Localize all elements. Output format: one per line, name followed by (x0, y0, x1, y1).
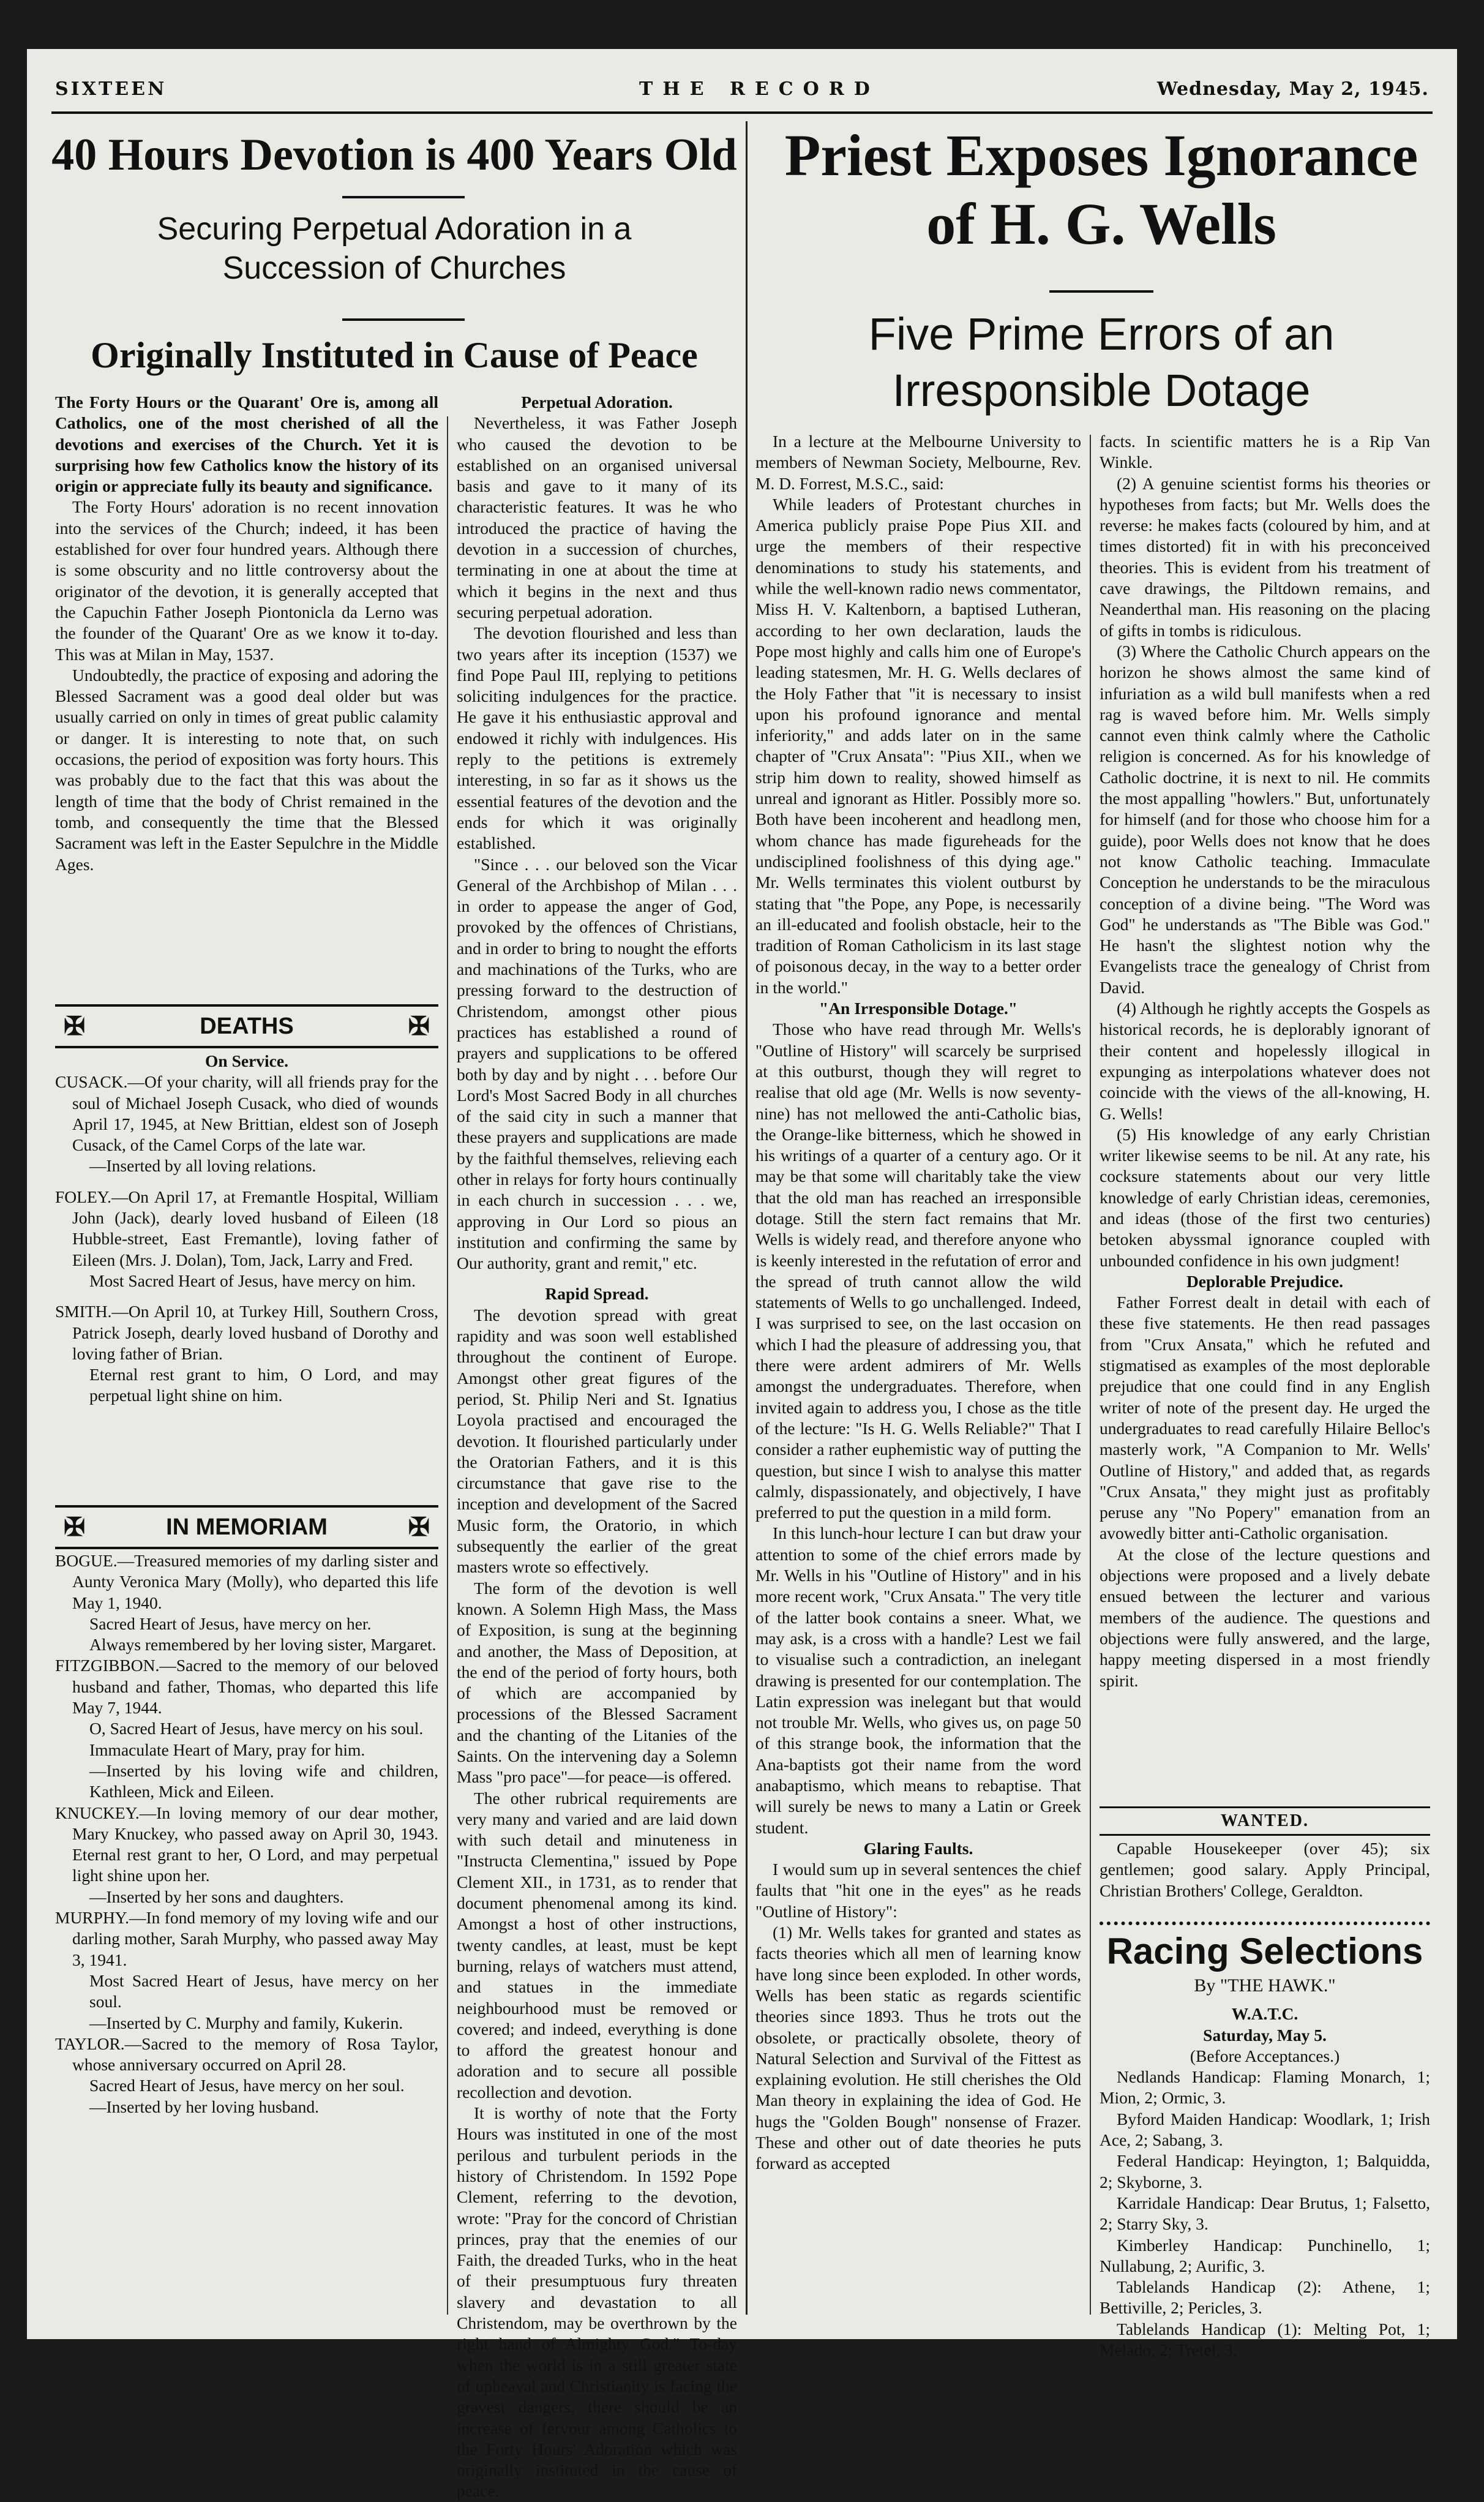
body-paragraph: Those who have read through Mr. Wells's "Outline of History" will scarcely be surprised at this outburst, though they will regret to realise that old age (Mr. Wells is now seventy-nine) has not mellowed the anti-Catholic bias, the Orange-like bitterness, which he showed in his writings of a quarter of a century ago. Or it may be that some will charitably take the view that the old man has reached an irresponsible dotage. Still the stern fact remains that Mr. Wells is widely read, and therefore anyone who is keenly interested in the refutation of error and the spread of truth cannot allow the wild statements of Wells to go unchallenged. Indeed, I was surprised to see, on the last occasion on which I had the pleasure of addressing you, that there were ardent admirers of Mr. Wells amongst the undergraduates. Therefore, when invited again to address you, I chose as the title of the lecture: "Is H. G. Wells Reliable?" That I consider a rather euphemistic way of putting the question, but since I wish to analyse this matter calmly, dispassionately, and objectively, I have preferred to put the question in a mild form. (755, 1020, 1081, 1522)
body-paragraph: "Since . . . our beloved son the Vicar General of the Archbishop of Milan . . . in order to appease the anger of God, provoked by the offences of Christians, and in order to bring to nought the efforts and machinations of the Turks, who are pressing forward to the destruction of Christendom, amongst other pious practices has established a round of prayers and supplications to be offered both by day and by night . . . before Our Lord's Most Sacred Body in all churches of the said city in such a manner that these prayers and supplications are made by the faithful themselves, relieving each other in relays for forty hours continually in each church in succession . . . we, approving in Our Lord so pious an institution and confirming the same by Our authority, grant and remit," etc. (457, 854, 737, 1273)
body-paragraph: (2) A genuine scientist forms his theories or hypotheses from facts; but Mr. Wells does the reverse: he makes facts (coloured by him, and at times distorted) fit in with his preconceived theories. This is evident from his treatment of cave drawings, the Piltdown remains, and Neanderthal man. His reasoning on the placing of gifts in tombs is ridiculous. (1100, 473, 1430, 640)
headline-rule (342, 196, 465, 198)
racing-byline: By "THE HAWK." (1194, 1975, 1336, 1996)
body-paragraph: facts. In scientific matters he is a Rip Van Winkle. (1100, 432, 1430, 472)
body-paragraph: (3) Where the Catholic Church appears on the horizon he shows almost the same kind of infuriation as a wild bull manifests when a red rag is waved before him. Mr. Wells simply cannot even think calmly where the Catholic religion is concerned. As for his knowledge of Catholic doctrine, it is next to nil. He commits the most appalling "howlers." But, unfortunately for himself (and for those who choose him for a guide), poor Wells does not know that he does not know Catholic teaching. Immaculate Conception he understands to be the miraculous conception of a divine being. "The Word was God" he understands as "The Bible was God." He hasn't the slightest notion why the Evangelists trace the genealogy of Christ from David. (1100, 641, 1430, 997)
racing-title: Racing Selections (1106, 1931, 1423, 1972)
body-paragraph: The form of the devotion is well known. A Solemn High Mass, the Mass of Exposition, is sung at the beginning and another, the Mass of Deposition, at the end of the period of forty hours, both of which are accompanied by processions of the Blessed Sacrament and the chanting of the Litanies of the Saints. On the intervening day a Solemn Mass "pro pace"—for peace—is offered. (457, 1578, 737, 1787)
memoriam-title: IN MEMORIAM (166, 1514, 328, 1540)
racing-entry: Tablelands Handicap (2): Athene, 1; Bettiville, 2; Pericles, 3. (1100, 2277, 1430, 2318)
notice: MURPHY.—In fond memory of my loving wife and our darling mother, Sarah Murphy, who passed away May 3, 1941. (55, 1908, 438, 1969)
left-subhead: Securing Perpetual Adoration in a Succession of Churches (157, 211, 632, 286)
body-paragraph: At the close of the lecture questions and objections were proposed and a lively debate ensued between the lecturer and various members of the audience. The questions and objections were fully answered, and the large, happy meeting dispersed in a most friendly spirit. (1100, 1544, 1430, 1690)
body-paragraph: Nevertheless, it was Father Joseph who caused the devotion to be established on an organised universal basis and gave to it many of its characteristic features. It was he who introduced the practice of having the devotion in a succession of churches, terminating in one at about the time at which it begins in the next and thus securing perpetual adoration. (457, 413, 737, 622)
paper-title: THE RECORD (639, 78, 880, 100)
racing-entry: Kimberley Handicap: Punchinello, 1; Nullabung, 2; Aurific, 3. (1100, 2235, 1430, 2275)
notice-line: Sacred Heart of Jesus, have mercy on her. (89, 1614, 372, 1633)
body-paragraph: The devotion spread with great rapidity and was soon well established throughout the continent of Europe. Amongst other great figures of the period, St. Philip Neri and St. Ignatius Loyola practised and encouraged the devotion. It flourished particularly under the Oratorian Fathers, and it is this circumstance that gave rise to the inception and development of the Sacred Music form, the Oratorio, in which subsequently the earlier of the great masters wrote so effectively. (457, 1305, 737, 1577)
section-divider (746, 121, 748, 2315)
section-subhead: Glaring Faults. (863, 1838, 973, 1858)
subhead-rule (342, 318, 465, 321)
notice-line: —Inserted by all loving relations. (89, 1156, 317, 1176)
notice-line: —Inserted by her sons and daughters. (89, 1887, 344, 1906)
memoriam-notices (55, 1550, 438, 2328)
notice: BOGUE.—Treasured memories of my darling sister and Aunty Veronica Mary (Molly), who departed this life May 1, 1940. (55, 1551, 438, 1612)
section-subhead: Deplorable Prejudice. (1186, 1271, 1344, 1291)
column-3 (755, 431, 1081, 2329)
notice: CUSACK.—Of your charity, will all friends pray for the soul of Michael Joseph Cusack, who died of wounds April 17, 1945, at New Brittian, eldest son of Joseph Cusack, of the Camel Corps of the late war. (55, 1072, 438, 1155)
column-1-intro (55, 392, 438, 998)
racing-entry: Federal Handicap: Heyington, 1; Balquidda, 2; Skyborne, 3. (1100, 2151, 1430, 2192)
deaths-subtitle: On Service. (205, 1051, 288, 1070)
cross-icon: ✠ (408, 1512, 430, 1541)
headline-rule (1049, 290, 1153, 293)
section-subhead: Perpetual Adoration. (521, 393, 673, 411)
section-subhead: "An Irresponsible Dotage." (819, 999, 1018, 1018)
dotted-rule (1100, 1922, 1430, 1925)
right-headline: Priest Exposes Ignorance of H. G. Wells (784, 122, 1418, 257)
body-paragraph: The other rubrical requirements are very many and varied and are laid down with such detail and minuteness in "Instructa Clementina," issued by Pope Clement XII., in 1731, as to render that document phenomenal among its kind. Amongst a host of other instructions, twenty candles, at least, must be kept burning, relays of watchers must attend, and statues in the immediate neighbourhood must be removed or covered; and indeed, everything is done to afford the greatest honour and adoration and to secure all possible recollection and devotion. (457, 1788, 737, 2102)
wanted-heading: WANTED. (1100, 1806, 1430, 1836)
memoriam-heading (55, 1505, 438, 1549)
wanted-text: Capable Housekeeper (over 45); six gentlemen; good salary. Apply Principal, Christian Brothers' College, Geraldton. (1100, 1839, 1430, 1900)
notice-line: Most Sacred Heart of Jesus, have mercy on him. (89, 1271, 416, 1290)
column-4 (1100, 431, 1430, 1800)
notice: KNUCKEY.—In loving memory of our dear mother, Mary Knuckey, who passed away on April 30, 1943. Eternal rest grant to her, O Lord, and may perpetual light shine upon her. (55, 1803, 438, 1885)
notice-line: —Inserted by his loving wife and children, Kathleen, Mick and Eileen. (89, 1760, 438, 1801)
notice-line: Eternal rest grant to him, O Lord, and may perpetual light shine on him. (89, 1365, 438, 1405)
racing-entry: Karridale Handicap: Dear Brutus, 1; Falsetto, 2; Starry Sky, 3. (1100, 2193, 1430, 2234)
notice-line: —Inserted by her loving husband. (89, 2097, 319, 2116)
notice-line: Most Sacred Heart of Jesus, have mercy on her soul. (89, 1970, 438, 2012)
racing-note: (Before Acceptances.) (1190, 2046, 1340, 2065)
left-subhead-2: Originally Instituted in Cause of Peace (91, 335, 698, 375)
notice-line: O, Sacred Heart of Jesus, have mercy on his soul. (89, 1719, 424, 1738)
deaths-notices (55, 1051, 438, 1498)
racing-selections (1100, 1975, 1430, 2360)
section-subhead: Rapid Spread. (545, 1284, 649, 1304)
body-paragraph: Undoubtedly, the practice of exposing and adoring the Blessed Sacrament was a good deal older but was usually carried on only in times of great public calamity or danger. It is interesting to note that, on such occasions, the period of exposition was forty hours. This was probably due to the fact that this was about the length of time that the body of Christ remained in the tomb, and consequently the time that the Blessed Sacrament was left in the Easter Sepulchre in the Middle Ages. (55, 665, 438, 874)
body-paragraph: Father Forrest dealt in detail with each of these five statements. He then read passages from "Crux Ansata," which he refuted and stigmatised as examples of the most deplorable prejudice that one could find in any English writer of note of the present day. He urged the undergraduates to read carefully Hilaire Belloc's masterly work, "A Companion to Mr. Wells' Outline of History," and added that, as regards "Crux Ansata," they might just as profitably peruse any "No Popery" emanation from an avowedly bitter anti-Catholic organisation. (1100, 1293, 1430, 1543)
body-paragraph: (1) Mr. Wells takes for granted and states as facts theories which all men of learning know have long since been exploded. In other words, Wells has been static as regards scientific theories since 1893. Thus he trots out the obsolete, or practically obsolete, theory of Natural Selection and Survival of the Fittest as explaining evolution. He still cherishes the Old Man theory in explaining the idea of God. He hugs the "Golden Bough" nonsense of Frazer. These and other out of date theories he puts forward as accepted (755, 1923, 1081, 2173)
header-rule (51, 111, 1433, 114)
body-paragraph: The Forty Hours' adoration is no recent innovation into the services of the Church; indeed, it has been established for over four hundred years. Although there is some obscurity and no little controversy about the originator of the devotion, it is generally accepted that the Capuchin Father Joseph Piontonicla da Lerno was the founder of the Quarant' Ore as we know it to-day. This was at Milan in May, 1537. (55, 497, 438, 664)
body-paragraph: (4) Although he rightly accepts the Gospels as historical records, he is deplorably ignorant of their content and hopelessly illogical in expunging as interpolations whatever does not coincide with the views of the all-knowing, H. G. Wells! (1100, 999, 1430, 1123)
right-subhead: Five Prime Errors of an Irresponsible Dotage (868, 309, 1335, 416)
body-paragraph: In this lunch-hour lecture I can but draw your attention to some of the chief errors made by Mr. Wells in his "Outline of History" and in his more recent work, "Crux Ansata." The very title of the latter book contains a sneer. What, we may ask, is a cross with a handle? Lest we fail to visualise such a contradiction, an inelegant drawing is presented for our contemplation. The Latin expression was inelegant but that would not trouble Mr. Wells, who gives us, on page 50 of this strange book, the information that the Ana-baptists got their name from the word anabaptismo, which means to rebaptise. That will surely be news to many a Latin or Greek student. (755, 1523, 1081, 1837)
racing-date: Saturday, May 5. (1203, 2025, 1327, 2045)
body-paragraph: In a lecture at the Melbourne University to members of Newman Society, Melbourne, Rev. M. D. Forrest, M.S.C., said: (755, 432, 1081, 493)
body-paragraph: The devotion flourished and less than two years after its inception (1537) we find Pope Paul III, replying to petitions soliciting indulgences for the practice. He gave it his enthusiastic approval and endowed it richly with indulgences. His reply to the petitions is extremely interesting, in so far as it shows us the essential features of the devotion and the ends for which it was originally established. (457, 623, 737, 853)
body-paragraph: While leaders of Protestant churches in America publicly praise Pope Pius XII. and urge the members of their respective denominations to study his statements, and while the well-known radio news commentator, Miss H. V. Kaltenborn, a baptised Lutheran, according to her own declaration, lauds the Pope most highly and calls him one of Europe's leading statesmen, Mr. H. G. Wells declares of the Holy Father that "it is necessary to insist upon his profound ignorance and mental inferiority," and adds later on in the same chapter of "Crux Ansata": "Pius XII., when we strip him down to reality, showed himself as unreal and ignorant as Hitler. Possibly more so. Both have been incoherent and headlong men, whom chance has made figureheads for the undisciplined foolishness of this dying age." Mr. Wells terminates this violent outburst by stating that "the Pope, any Pope, is necessarily an ill-educated and foolish obstacle, heir to the tradition of Roman Catholicism in its last stage of poisonous decay, in the way to a better order in the world." (755, 494, 1081, 997)
body-paragraph: I would sum up in several sentences the chief faults that "hit one in the eyes" as he reads "Outline of History": (755, 1860, 1081, 1921)
column-rule (447, 416, 448, 2315)
notice-line: Sacred Heart of Jesus, have mercy on her soul. (89, 2076, 405, 2095)
deaths-title: DEATHS (200, 1013, 294, 1039)
notice: FOLEY.—On April 17, at Fremantle Hospital, William John (Jack), dearly loved husband of Eileen (18 Hubble-street, East Fremantle), loving father of Eileen (Mrs. J. Dolan), Tom, Jack, Larry and Fred. (55, 1187, 438, 1269)
body-paragraph: (5) His knowledge of any early Christian writer likewise seems to be nil. At any rate, his cocksure statements about our very little knowledge of early Christian ideas, ceremonies, and ideas (those of the first two centuries) betoken abyssmal ignorance coupled with unbounded confidence in his own judgment! (1100, 1124, 1430, 1270)
notice: FITZGIBBON.—Sacred to the memory of our beloved husband and father, Thomas, who departed this life May 7, 1944. (55, 1656, 438, 1718)
notice: SMITH.—On April 10, at Turkey Hill, Southern Cross, Patrick Joseph, dearly loved husband of Dorothy and loving father of Brian. (55, 1302, 438, 1363)
column-rule (1090, 435, 1091, 2315)
notice-line: Always remembered by her loving sister, Margaret. (89, 1635, 437, 1655)
cross-icon: ✠ (408, 1012, 430, 1040)
cross-icon: ✠ (64, 1012, 86, 1040)
notice-line: —Inserted by C. Murphy and family, Kukerin. (89, 2013, 403, 2032)
racing-club: W.A.T.C. (1231, 2004, 1298, 2024)
newspaper-page (27, 49, 1457, 2501)
notice-line: Immaculate Heart of Mary, pray for him. (89, 1740, 365, 1759)
intro-paragraph: The Forty Hours or the Quarant' Ore is, among all Catholics, one of the most cherished of all the devotions and exercises of the Church. Yet it is surprising how few Catholics know the history of its origin or appreciate fully its beauty and significance. (55, 393, 438, 496)
deaths-heading (55, 1004, 438, 1048)
wanted-ad (1100, 1838, 1430, 1918)
racing-entry: Nedlands Handicap: Flaming Monarch, 1; Mion, 2; Ormic, 3. (1100, 2067, 1430, 2108)
page-number: SIXTEEN (55, 78, 167, 100)
issue-date: Wednesday, May 2, 1945. (1156, 78, 1429, 100)
left-headline: 40 Hours Devotion is 400 Years Old (51, 130, 737, 180)
notice: TAYLOR.—Sacred to the memory of Rosa Taylor, whose anniversary occurred on April 28. (55, 2034, 438, 2075)
column-2 (457, 392, 737, 2501)
cross-icon: ✠ (64, 1512, 86, 1541)
racing-entry: Tablelands Handicap (1): Melting Pot, 1; Melado, 2; Tretel, 3. (1100, 2319, 1430, 2360)
racing-entry: Byford Maiden Handicap: Woodlark, 1; Irish Ace, 2; Sabang, 3. (1100, 2109, 1430, 2150)
body-paragraph: It is worthy of note that the Forty Hours was instituted in one of the most perilous and turbulent periods in the history of Christendom. In 1592 Pope Clement, referring to the devotion, wrote: "Pray for the concord of Christian princes, pray that the enemies of our Faith, the dreaded Turks, who in the heat of their presumptuous fury threaten slavery and devastation to all Christendom, may be overthrown by the right hand of Almighty God." To-day when the world is in a still greater state of upheaval and Christianity is facing the gravest dangers, there should be an increase of fervour among Catholics to the Forty Hours' Adoration which was originally instituted in the cause of peace. (457, 2103, 737, 2501)
